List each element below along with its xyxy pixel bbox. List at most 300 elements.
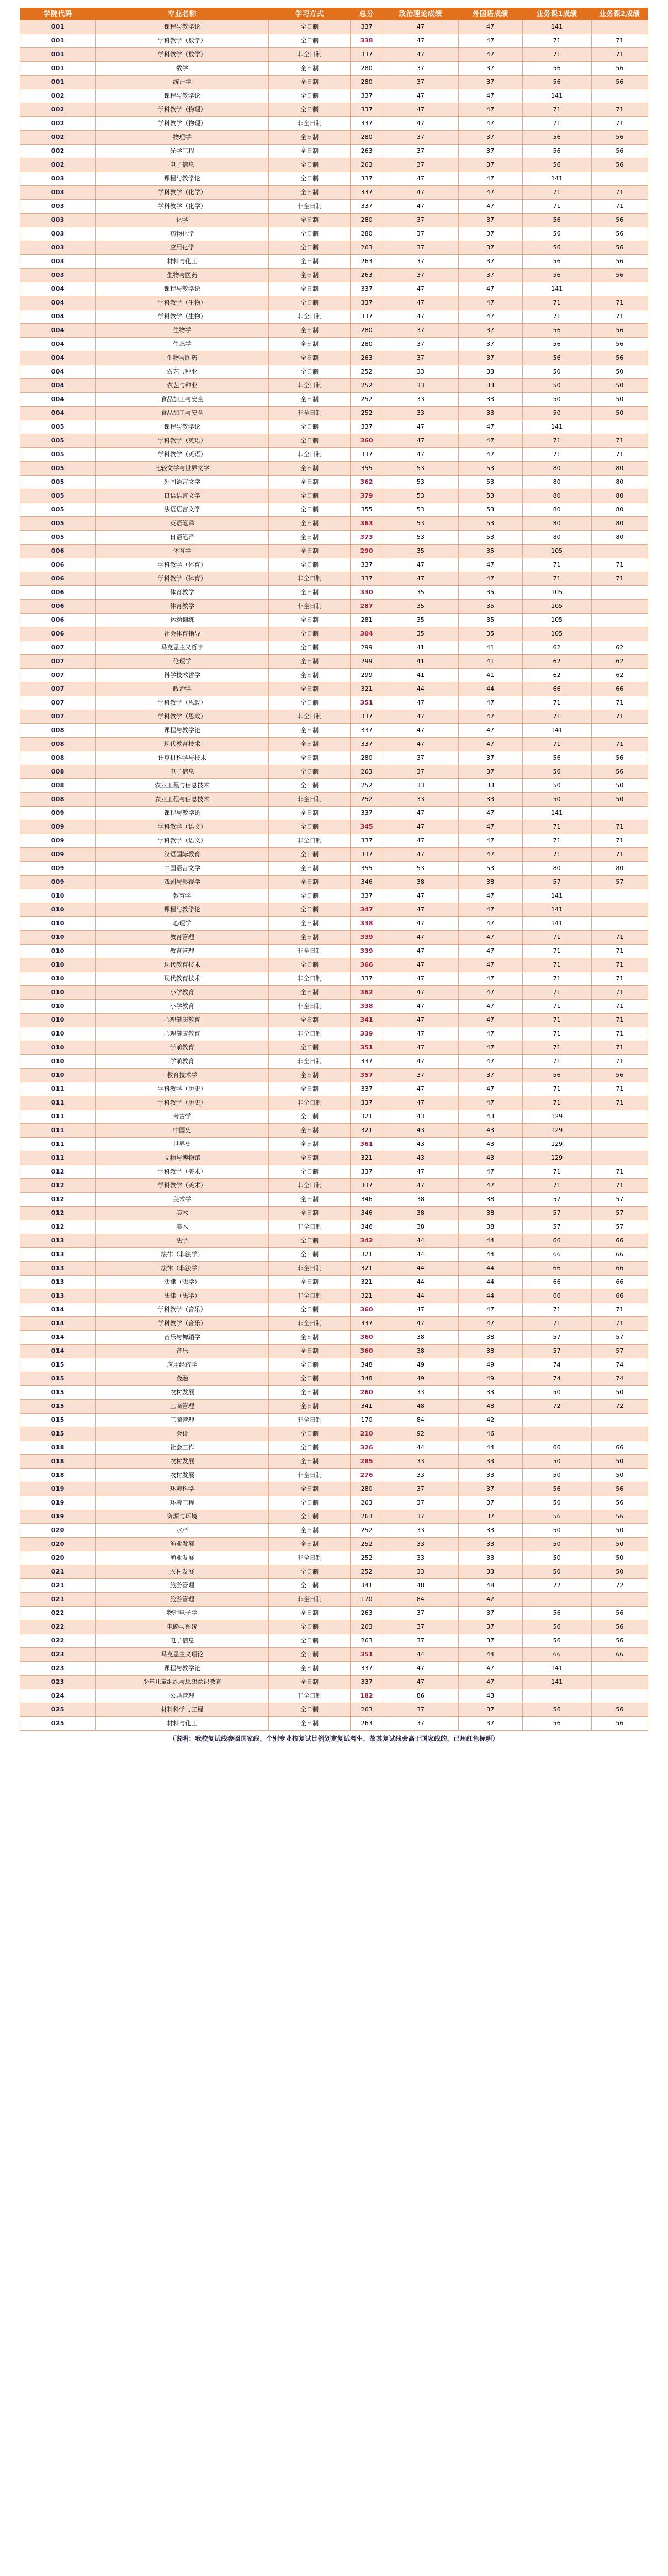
cell-course2-score: 50: [591, 1469, 648, 1482]
cell-study-mode: 非全日制: [269, 1593, 351, 1607]
cell-course1-score: 56: [522, 131, 591, 145]
table-row: [20, 572, 648, 586]
cell-course2-score: 71: [591, 931, 648, 945]
cell-foreign-score: 47: [458, 1165, 522, 1179]
cell-major-name: 学科教学（生物）: [96, 296, 269, 310]
table-row: [20, 1055, 648, 1069]
cell-study-mode: 全日制: [269, 1082, 351, 1096]
cell-course2-score: 71: [591, 103, 648, 117]
cell-politics-score: 41: [383, 641, 458, 655]
cell-foreign-score: 47: [458, 710, 522, 724]
cell-total-score: 339: [351, 1027, 383, 1041]
cell-major-name: 渔业发展: [96, 1538, 269, 1551]
cell-politics-score: 41: [383, 669, 458, 682]
cell-total-score: 351: [351, 1041, 383, 1055]
cell-study-mode: 全日制: [269, 1193, 351, 1207]
cell-total-score: 263: [351, 241, 383, 255]
table-row: [20, 1234, 648, 1248]
cell-study-mode: 全日制: [269, 1427, 351, 1441]
cell-course1-score: 66: [522, 1441, 591, 1455]
cell-politics-score: 37: [383, 269, 458, 282]
cell-course1-score: 71: [522, 958, 591, 972]
cell-course2-score: [591, 89, 648, 103]
cell-politics-score: 47: [383, 200, 458, 214]
table-row: [20, 1303, 648, 1317]
cell-course2-score: 57: [591, 1331, 648, 1345]
admission-score-table: [20, 8, 648, 1731]
table-row: [20, 682, 648, 696]
cell-study-mode: 全日制: [269, 586, 351, 600]
cell-major-name: 食品加工与安全: [96, 407, 269, 420]
cell-foreign-score: 47: [458, 89, 522, 103]
cell-total-score: 337: [351, 1082, 383, 1096]
cell-politics-score: 47: [383, 1303, 458, 1317]
cell-foreign-score: 33: [458, 793, 522, 807]
cell-course1-score: 80: [522, 517, 591, 531]
cell-college-code: 019: [20, 1482, 96, 1496]
table-row: [20, 338, 648, 351]
cell-major-name: 食品加工与安全: [96, 393, 269, 407]
cell-course2-score: 72: [591, 1400, 648, 1414]
cell-major-name: 学科教学（美术）: [96, 1165, 269, 1179]
cell-college-code: 015: [20, 1372, 96, 1386]
cell-major-name: 会计: [96, 1427, 269, 1441]
cell-total-score: 280: [351, 324, 383, 338]
cell-politics-score: 48: [383, 1579, 458, 1593]
cell-course2-score: [591, 917, 648, 931]
table-row: [20, 1455, 648, 1469]
cell-course1-score: 129: [522, 1110, 591, 1124]
cell-study-mode: 全日制: [269, 931, 351, 945]
cell-politics-score: 47: [383, 1179, 458, 1193]
table-row: [20, 1469, 648, 1482]
cell-major-name: 学科教学（生物）: [96, 310, 269, 324]
cell-college-code: 004: [20, 338, 96, 351]
cell-major-name: 农业工程与信息技术: [96, 793, 269, 807]
cell-course1-score: 141: [522, 89, 591, 103]
cell-college-code: 009: [20, 807, 96, 820]
cell-major-name: 学科教学（体育）: [96, 572, 269, 586]
cell-course2-score: [591, 586, 648, 600]
cell-course1-score: 129: [522, 1138, 591, 1151]
table-row: [20, 765, 648, 779]
cell-total-score: 281: [351, 614, 383, 627]
cell-foreign-score: 41: [458, 655, 522, 669]
cell-course1-score: 105: [522, 627, 591, 641]
cell-foreign-score: 35: [458, 586, 522, 600]
cell-college-code: 020: [20, 1524, 96, 1538]
cell-major-name: 学科教学（英语）: [96, 448, 269, 462]
cell-politics-score: 33: [383, 793, 458, 807]
table-row: [20, 1400, 648, 1414]
cell-course1-score: 57: [522, 1193, 591, 1207]
cell-major-name: 法律（非法学）: [96, 1248, 269, 1262]
cell-course2-score: [591, 903, 648, 917]
cell-foreign-score: 47: [458, 834, 522, 848]
cell-foreign-score: 42: [458, 1593, 522, 1607]
cell-college-code: 008: [20, 765, 96, 779]
cell-study-mode: 全日制: [269, 724, 351, 738]
table-row: [20, 282, 648, 296]
cell-course2-score: 50: [591, 779, 648, 793]
cell-politics-score: 47: [383, 848, 458, 862]
cell-course2-score: [591, 282, 648, 296]
cell-total-score: 337: [351, 807, 383, 820]
table-row: [20, 972, 648, 986]
cell-politics-score: 38: [383, 1220, 458, 1234]
cell-politics-score: 33: [383, 1538, 458, 1551]
cell-major-name: 电路与系统: [96, 1620, 269, 1634]
cell-course1-score: 56: [522, 1496, 591, 1510]
cell-study-mode: 非全日制: [269, 448, 351, 462]
column-header-major-name: 专业名称: [96, 8, 269, 20]
table-row: [20, 1551, 648, 1565]
cell-foreign-score: 37: [458, 255, 522, 269]
cell-study-mode: 非全日制: [269, 600, 351, 614]
cell-total-score: 337: [351, 558, 383, 572]
cell-study-mode: 全日制: [269, 655, 351, 669]
cell-course2-score: 56: [591, 1634, 648, 1648]
cell-course1-score: 74: [522, 1372, 591, 1386]
cell-course1-score: 57: [522, 1207, 591, 1220]
cell-major-name: 生物与医药: [96, 351, 269, 365]
table-row: [20, 986, 648, 1000]
cell-total-score: 263: [351, 765, 383, 779]
cell-major-name: 法律（法学）: [96, 1276, 269, 1289]
cell-foreign-score: 37: [458, 214, 522, 227]
cell-foreign-score: 47: [458, 696, 522, 710]
cell-college-code: 006: [20, 545, 96, 558]
cell-foreign-score: 33: [458, 1538, 522, 1551]
cell-course1-score: 141: [522, 807, 591, 820]
cell-course2-score: 50: [591, 1565, 648, 1579]
cell-foreign-score: 37: [458, 1496, 522, 1510]
cell-foreign-score: 47: [458, 917, 522, 931]
cell-foreign-score: 47: [458, 1082, 522, 1096]
cell-course1-score: 56: [522, 1482, 591, 1496]
cell-politics-score: 47: [383, 34, 458, 48]
cell-study-mode: 全日制: [269, 1648, 351, 1662]
cell-course1-score: 141: [522, 917, 591, 931]
cell-major-name: 教育技术学: [96, 1069, 269, 1082]
cell-foreign-score: 37: [458, 324, 522, 338]
cell-college-code: 014: [20, 1303, 96, 1317]
cell-course2-score: 50: [591, 379, 648, 393]
cell-course2-score: 66: [591, 1289, 648, 1303]
cell-politics-score: 49: [383, 1372, 458, 1386]
cell-college-code: 004: [20, 351, 96, 365]
cell-total-score: 346: [351, 1207, 383, 1220]
cell-course1-score: 50: [522, 1386, 591, 1400]
cell-politics-score: 47: [383, 958, 458, 972]
cell-foreign-score: 37: [458, 1634, 522, 1648]
table-row: [20, 641, 648, 655]
cell-total-score: 338: [351, 1000, 383, 1014]
cell-course1-score: [522, 1414, 591, 1427]
cell-study-mode: 全日制: [269, 365, 351, 379]
cell-total-score: 337: [351, 310, 383, 324]
cell-foreign-score: 47: [458, 738, 522, 751]
cell-total-score: 263: [351, 1634, 383, 1648]
cell-study-mode: 全日制: [269, 1579, 351, 1593]
cell-politics-score: 84: [383, 1414, 458, 1427]
cell-total-score: 362: [351, 476, 383, 489]
cell-total-score: 360: [351, 1303, 383, 1317]
cell-foreign-score: 47: [458, 945, 522, 958]
cell-course1-score: 129: [522, 1124, 591, 1138]
table-row: [20, 517, 648, 531]
cell-course2-score: 57: [591, 1345, 648, 1358]
cell-college-code: 001: [20, 62, 96, 76]
cell-foreign-score: 43: [458, 1138, 522, 1151]
cell-major-name: 学科教学（物理）: [96, 103, 269, 117]
cell-course2-score: 72: [591, 1579, 648, 1593]
cell-college-code: 014: [20, 1317, 96, 1331]
cell-course2-score: 71: [591, 48, 648, 62]
cell-course2-score: 56: [591, 241, 648, 255]
cell-major-name: 法律（非法学）: [96, 1262, 269, 1276]
cell-major-name: 中国史: [96, 1124, 269, 1138]
table-row: [20, 655, 648, 669]
cell-foreign-score: 33: [458, 1551, 522, 1565]
cell-course1-score: 71: [522, 848, 591, 862]
cell-study-mode: 全日制: [269, 545, 351, 558]
cell-politics-score: 47: [383, 945, 458, 958]
table-row: [20, 793, 648, 807]
cell-course1-score: 141: [522, 420, 591, 434]
cell-total-score: 357: [351, 1069, 383, 1082]
cell-course1-score: 141: [522, 282, 591, 296]
cell-course1-score: 71: [522, 1055, 591, 1069]
cell-major-name: 物理电子学: [96, 1607, 269, 1620]
cell-foreign-score: 47: [458, 972, 522, 986]
cell-college-code: 009: [20, 834, 96, 848]
cell-college-code: 010: [20, 931, 96, 945]
cell-study-mode: 非全日制: [269, 1096, 351, 1110]
cell-foreign-score: 47: [458, 1096, 522, 1110]
cell-foreign-score: 37: [458, 158, 522, 172]
cell-course1-score: 66: [522, 1276, 591, 1289]
cell-foreign-score: 37: [458, 1620, 522, 1634]
cell-college-code: 010: [20, 1014, 96, 1027]
cell-major-name: 生物学: [96, 324, 269, 338]
cell-total-score: 280: [351, 62, 383, 76]
cell-total-score: 337: [351, 1096, 383, 1110]
cell-college-code: 018: [20, 1469, 96, 1482]
cell-course2-score: 80: [591, 489, 648, 503]
cell-college-code: 023: [20, 1662, 96, 1676]
cell-foreign-score: 47: [458, 448, 522, 462]
cell-study-mode: 全日制: [269, 1386, 351, 1400]
cell-foreign-score: 42: [458, 1414, 522, 1427]
table-row: [20, 34, 648, 48]
cell-foreign-score: 49: [458, 1358, 522, 1372]
cell-total-score: 360: [351, 434, 383, 448]
cell-study-mode: 全日制: [269, 214, 351, 227]
cell-total-score: 276: [351, 1469, 383, 1482]
cell-foreign-score: 35: [458, 600, 522, 614]
cell-politics-score: 47: [383, 820, 458, 834]
cell-foreign-score: 43: [458, 1151, 522, 1165]
cell-study-mode: 全日制: [269, 917, 351, 931]
cell-total-score: 337: [351, 172, 383, 186]
cell-study-mode: 全日制: [269, 1345, 351, 1358]
cell-course1-score: 50: [522, 1551, 591, 1565]
cell-politics-score: 47: [383, 572, 458, 586]
cell-college-code: 002: [20, 131, 96, 145]
cell-major-name: 科学技术哲学: [96, 669, 269, 682]
cell-major-name: 农业工程与信息技术: [96, 779, 269, 793]
cell-college-code: 002: [20, 145, 96, 158]
cell-major-name: 学科教学（思政）: [96, 710, 269, 724]
table-row: [20, 889, 648, 903]
cell-study-mode: 全日制: [269, 779, 351, 793]
cell-politics-score: 47: [383, 834, 458, 848]
cell-total-score: 337: [351, 89, 383, 103]
cell-course1-score: 56: [522, 227, 591, 241]
cell-major-name: 美术学: [96, 1193, 269, 1207]
cell-total-score: 280: [351, 1482, 383, 1496]
cell-total-score: 263: [351, 351, 383, 365]
table-row: [20, 751, 648, 765]
cell-major-name: 世界史: [96, 1138, 269, 1151]
cell-course2-score: 56: [591, 1620, 648, 1634]
cell-foreign-score: 47: [458, 558, 522, 572]
cell-major-name: 社会体育指导: [96, 627, 269, 641]
cell-foreign-score: 43: [458, 1689, 522, 1703]
cell-total-score: 263: [351, 145, 383, 158]
cell-course1-score: 56: [522, 255, 591, 269]
cell-course2-score: 71: [591, 448, 648, 462]
cell-politics-score: 41: [383, 655, 458, 669]
cell-college-code: 002: [20, 89, 96, 103]
table-row: [20, 848, 648, 862]
cell-politics-score: 47: [383, 186, 458, 200]
cell-course2-score: 56: [591, 1703, 648, 1717]
table-row: [20, 1386, 648, 1400]
cell-foreign-score: 47: [458, 420, 522, 434]
cell-politics-score: 33: [383, 779, 458, 793]
cell-college-code: 003: [20, 241, 96, 255]
cell-course2-score: [591, 627, 648, 641]
cell-major-name: 社会工作: [96, 1441, 269, 1455]
cell-foreign-score: 47: [458, 903, 522, 917]
cell-total-score: 252: [351, 393, 383, 407]
cell-major-name: 课程与教学论: [96, 807, 269, 820]
cell-politics-score: 47: [383, 117, 458, 131]
cell-course1-score: 66: [522, 1248, 591, 1262]
cell-foreign-score: 47: [458, 807, 522, 820]
cell-course2-score: 71: [591, 986, 648, 1000]
cell-college-code: 025: [20, 1717, 96, 1731]
table-row: [20, 296, 648, 310]
cell-politics-score: 38: [383, 1345, 458, 1358]
cell-course2-score: 71: [591, 1082, 648, 1096]
cell-study-mode: 全日制: [269, 1524, 351, 1538]
cell-course1-score: 71: [522, 48, 591, 62]
cell-course2-score: [591, 1676, 648, 1689]
cell-total-score: 321: [351, 1110, 383, 1124]
cell-total-score: 337: [351, 1165, 383, 1179]
cell-study-mode: 全日制: [269, 641, 351, 655]
cell-major-name: 音乐: [96, 1345, 269, 1358]
cell-foreign-score: 47: [458, 434, 522, 448]
cell-college-code: 010: [20, 1069, 96, 1082]
table-row: [20, 738, 648, 751]
cell-major-name: 学科教学（语文）: [96, 820, 269, 834]
cell-foreign-score: 47: [458, 48, 522, 62]
cell-major-name: 音乐与舞蹈学: [96, 1331, 269, 1345]
cell-course2-score: 56: [591, 351, 648, 365]
cell-course1-score: 71: [522, 1041, 591, 1055]
cell-foreign-score: 44: [458, 1276, 522, 1289]
cell-foreign-score: 37: [458, 1717, 522, 1731]
cell-total-score: 345: [351, 820, 383, 834]
cell-study-mode: 非全日制: [269, 710, 351, 724]
cell-course1-score: 71: [522, 1027, 591, 1041]
cell-course1-score: 71: [522, 310, 591, 324]
table-row: [20, 1676, 648, 1689]
cell-major-name: 农艺与种业: [96, 379, 269, 393]
cell-course2-score: 50: [591, 407, 648, 420]
cell-foreign-score: 47: [458, 724, 522, 738]
cell-study-mode: 全日制: [269, 1441, 351, 1455]
table-row: [20, 407, 648, 420]
cell-foreign-score: 38: [458, 1220, 522, 1234]
cell-study-mode: 全日制: [269, 1165, 351, 1179]
cell-course1-score: 71: [522, 572, 591, 586]
cell-foreign-score: 37: [458, 241, 522, 255]
cell-politics-score: 47: [383, 931, 458, 945]
cell-major-name: 政治学: [96, 682, 269, 696]
cell-college-code: 011: [20, 1124, 96, 1138]
cell-college-code: 015: [20, 1400, 96, 1414]
cell-study-mode: 全日制: [269, 20, 351, 34]
cell-politics-score: 47: [383, 710, 458, 724]
cell-study-mode: 非全日制: [269, 1179, 351, 1193]
cell-foreign-score: 47: [458, 186, 522, 200]
cell-course1-score: 56: [522, 76, 591, 89]
cell-study-mode: 全日制: [269, 241, 351, 255]
table-row: [20, 227, 648, 241]
cell-course1-score: 71: [522, 696, 591, 710]
cell-politics-score: 33: [383, 1565, 458, 1579]
cell-total-score: 252: [351, 379, 383, 393]
cell-politics-score: 47: [383, 807, 458, 820]
cell-major-name: 学科教学（音乐）: [96, 1317, 269, 1331]
cell-study-mode: 全日制: [269, 820, 351, 834]
cell-college-code: 008: [20, 779, 96, 793]
cell-study-mode: 非全日制: [269, 1317, 351, 1331]
cell-total-score: 299: [351, 641, 383, 655]
cell-college-code: 006: [20, 586, 96, 600]
table-row: [20, 779, 648, 793]
cell-course2-score: 50: [591, 793, 648, 807]
cell-study-mode: 全日制: [269, 34, 351, 48]
cell-course2-score: 71: [591, 945, 648, 958]
cell-politics-score: 37: [383, 1069, 458, 1082]
cell-course1-score: 105: [522, 614, 591, 627]
table-row: [20, 117, 648, 131]
cell-study-mode: 非全日制: [269, 945, 351, 958]
cell-college-code: 015: [20, 1427, 96, 1441]
cell-politics-score: 37: [383, 62, 458, 76]
cell-foreign-score: 44: [458, 1262, 522, 1276]
cell-politics-score: 53: [383, 476, 458, 489]
cell-foreign-score: 37: [458, 1482, 522, 1496]
cell-college-code: 004: [20, 407, 96, 420]
cell-study-mode: 全日制: [269, 751, 351, 765]
